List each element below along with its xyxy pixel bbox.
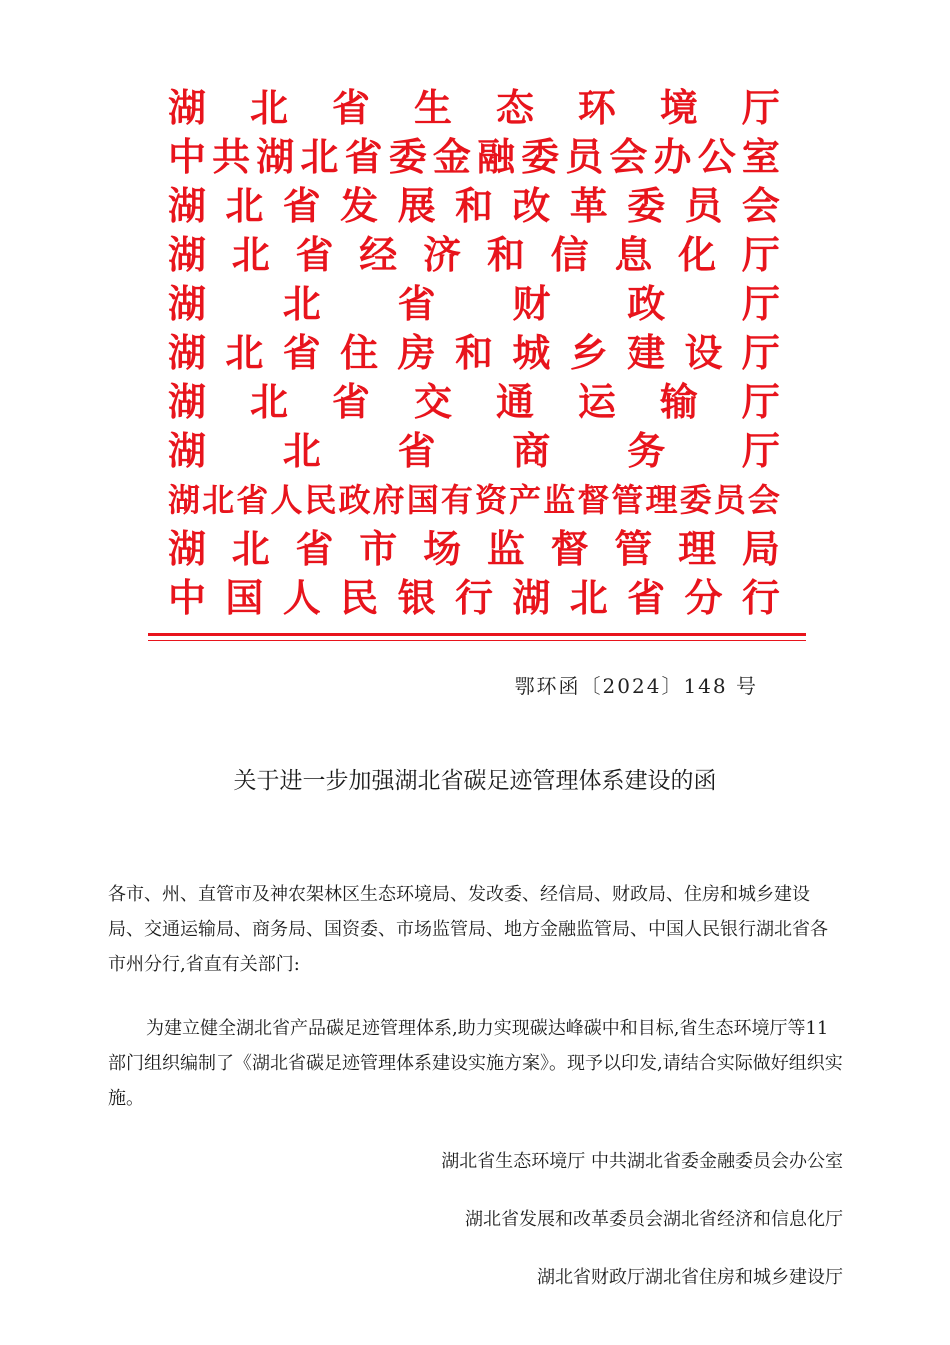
issuer-glyph: 省 <box>331 86 370 130</box>
issuer-glyph: 湖 <box>168 86 207 130</box>
issuer-name <box>168 231 780 280</box>
issuer-glyph: 分 <box>684 576 723 620</box>
issuer-glyph: 息 <box>614 233 653 277</box>
issuer-glyph: 国 <box>225 576 264 620</box>
issuer-glyph: 态 <box>495 86 534 130</box>
issuer-glyph: 政 <box>627 282 666 326</box>
issuer-glyph: 北 <box>282 429 321 473</box>
issuer-glyph: 厅 <box>741 429 780 473</box>
issuer-glyph: 委 <box>388 135 427 179</box>
issuer-glyph: 人 <box>270 481 303 519</box>
issuer-glyph: 员 <box>713 481 746 519</box>
issuer-glyph: 湖 <box>168 380 207 424</box>
issuer-glyph: 管 <box>614 527 653 571</box>
issuer-glyph: 北 <box>282 282 321 326</box>
issuer-glyph: 委 <box>679 481 712 519</box>
issuer-glyph: 省 <box>344 135 383 179</box>
issuer-glyph: 理 <box>645 481 678 519</box>
issuer-glyph: 湖 <box>168 184 207 228</box>
issuer-glyph: 中 <box>168 576 207 620</box>
issuer-name <box>168 329 780 378</box>
signer-line: 湖北省生态环境厅 中共湖北省委金融委员会办公室 <box>441 1151 843 1172</box>
issuer-name <box>168 280 780 329</box>
issuer-glyph: 发 <box>340 184 379 228</box>
issuer-glyph: 湖 <box>168 481 201 519</box>
issuer-glyph: 务 <box>627 429 666 473</box>
issuer-glyph: 北 <box>300 135 339 179</box>
body-paragraph: 为建立健全湖北省产品碳足迹管理体系,助力实现碳达峰碳中和目标,省生态环境厅等11部门组织编制了《湖北省碳足迹管理体系建设实施方案》。现予以印发,请结合实际做好组织实施。 <box>108 1018 843 1109</box>
issuer-glyph: 商 <box>512 429 551 473</box>
issuer-glyph: 湖 <box>168 282 207 326</box>
issuer-glyph: 湖 <box>168 429 207 473</box>
issuer-glyph: 管 <box>611 481 644 519</box>
header-divider-thick <box>148 633 806 636</box>
issuer-glyph: 民 <box>340 576 379 620</box>
issuer-glyph: 环 <box>577 86 616 130</box>
issuer-glyph: 展 <box>397 184 436 228</box>
issuer-glyph: 湖 <box>168 233 207 277</box>
issuer-glyph: 会 <box>747 481 780 519</box>
issuer-glyph: 厅 <box>741 86 780 130</box>
issuer-glyph: 省 <box>295 233 334 277</box>
issuer-glyph: 革 <box>569 184 608 228</box>
signer-line: 湖北省发展和改革委员会湖北省经济和信息化厅 <box>465 1209 843 1230</box>
issuer-glyph: 省 <box>397 282 436 326</box>
issuer-glyph: 中 <box>168 135 207 179</box>
issuer-glyph: 省 <box>331 380 370 424</box>
issuer-glyph: 监 <box>543 481 576 519</box>
issuer-glyph: 和 <box>454 331 493 375</box>
issuer-glyph: 北 <box>225 184 264 228</box>
document-title: 关于进一步加强湖北省碳足迹管理体系建设的函 <box>233 768 717 794</box>
issuer-glyph: 场 <box>423 527 462 571</box>
issuer-glyph: 湖 <box>256 135 295 179</box>
issuer-glyph: 运 <box>577 380 616 424</box>
issuer-glyph: 财 <box>512 282 551 326</box>
issuer-glyph: 乡 <box>569 331 608 375</box>
issuer-glyph: 城 <box>512 331 551 375</box>
issuer-glyph: 化 <box>678 233 717 277</box>
issuer-glyph: 北 <box>231 527 270 571</box>
issuer-glyph: 局 <box>741 527 780 571</box>
signers-block <box>107 1145 843 1319</box>
issuer-glyph: 民 <box>304 481 337 519</box>
issuer-glyph: 建 <box>627 331 666 375</box>
issuer-glyph: 国 <box>406 481 439 519</box>
issuer-glyph: 员 <box>565 135 604 179</box>
issuer-glyph: 厅 <box>741 233 780 277</box>
issuer-glyph: 输 <box>659 380 698 424</box>
issuer-glyph: 室 <box>741 135 780 179</box>
issuer-header <box>168 84 780 623</box>
issuer-glyph: 委 <box>521 135 560 179</box>
issuer-glyph: 有 <box>440 481 473 519</box>
issuer-glyph: 会 <box>741 184 780 228</box>
issuer-name <box>168 84 780 133</box>
issuer-glyph: 产 <box>509 481 542 519</box>
issuer-glyph: 会 <box>609 135 648 179</box>
header-divider-thin <box>148 640 806 641</box>
issuer-glyph: 北 <box>202 481 235 519</box>
issuer-glyph: 金 <box>432 135 471 179</box>
issuer-name <box>168 427 780 476</box>
issuer-glyph: 员 <box>684 184 723 228</box>
issuer-glyph: 融 <box>476 135 515 179</box>
issuer-glyph: 北 <box>225 331 264 375</box>
issuer-glyph: 北 <box>569 576 608 620</box>
issuer-glyph: 济 <box>423 233 462 277</box>
issuer-name <box>168 525 780 574</box>
issuer-glyph: 和 <box>486 233 525 277</box>
issuer-name <box>168 133 780 182</box>
issuer-glyph: 生 <box>413 86 452 130</box>
issuer-glyph: 经 <box>359 233 398 277</box>
issuer-glyph: 省 <box>627 576 666 620</box>
issuer-glyph: 资 <box>474 481 507 519</box>
issuer-name <box>168 378 780 427</box>
issuer-glyph: 湖 <box>512 576 551 620</box>
issuer-glyph: 督 <box>550 527 589 571</box>
issuer-glyph: 府 <box>372 481 405 519</box>
recipients-text: 各市、州、直管市及神农架林区生态环境局、发改委、经信局、财政局、住房和城乡建设局、交通运输局、商务局、国资委、市场监管局、地方金融监管局、中国人民银行湖北省各市州分行,省直有关部门: <box>108 884 828 975</box>
issuer-glyph: 境 <box>659 86 698 130</box>
issuer-glyph: 北 <box>249 86 288 130</box>
issuer-glyph: 北 <box>231 233 270 277</box>
issuer-name <box>168 182 780 231</box>
issuer-glyph: 厅 <box>741 282 780 326</box>
issuer-glyph: 理 <box>678 527 717 571</box>
issuer-glyph: 湖 <box>168 527 207 571</box>
issuer-glyph: 厅 <box>741 331 780 375</box>
issuer-glyph: 和 <box>454 184 493 228</box>
issuer-glyph: 通 <box>495 380 534 424</box>
issuer-glyph: 住 <box>340 331 379 375</box>
issuer-name <box>168 574 780 623</box>
issuer-glyph: 行 <box>741 576 780 620</box>
issuer-glyph: 厅 <box>741 380 780 424</box>
issuer-glyph: 交 <box>413 380 452 424</box>
issuer-glyph: 省 <box>282 184 321 228</box>
issuer-glyph: 北 <box>249 380 288 424</box>
issuer-glyph: 人 <box>282 576 321 620</box>
issuer-name <box>168 476 780 525</box>
issuer-glyph: 省 <box>295 527 334 571</box>
issuer-glyph: 湖 <box>168 331 207 375</box>
issuer-glyph: 监 <box>486 527 525 571</box>
issuer-glyph: 办 <box>653 135 692 179</box>
issuer-glyph: 省 <box>397 429 436 473</box>
issuer-glyph: 市 <box>359 527 398 571</box>
document-number: 鄂环函〔2024〕148 号 <box>514 674 758 698</box>
issuer-glyph: 委 <box>627 184 666 228</box>
issuer-glyph: 行 <box>454 576 493 620</box>
issuer-glyph: 共 <box>212 135 251 179</box>
issuer-glyph: 省 <box>236 481 269 519</box>
issuer-glyph: 政 <box>338 481 371 519</box>
issuer-glyph: 公 <box>697 135 736 179</box>
issuer-glyph: 银 <box>397 576 436 620</box>
issuer-glyph: 改 <box>512 184 551 228</box>
signer-line: 湖北省财政厅湖北省住房和城乡建设厅 <box>537 1267 843 1288</box>
issuer-glyph: 信 <box>550 233 589 277</box>
issuer-glyph: 设 <box>684 331 723 375</box>
issuer-glyph: 省 <box>282 331 321 375</box>
issuer-glyph: 督 <box>577 481 610 519</box>
issuer-glyph: 房 <box>397 331 436 375</box>
